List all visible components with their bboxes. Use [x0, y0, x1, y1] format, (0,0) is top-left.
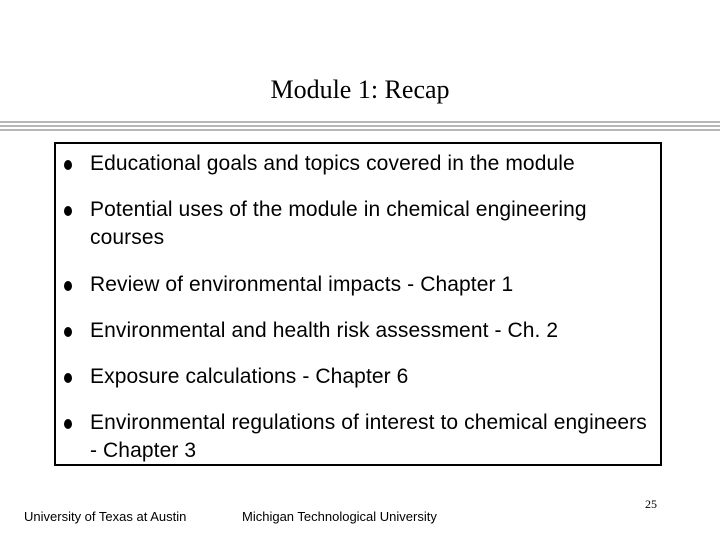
bullet-text: Educational goals and topics covered in the module — [90, 152, 575, 175]
bullet-text: Exposure calculations - Chapter 6 — [90, 365, 409, 388]
bullet-dot-icon — [64, 160, 72, 170]
bullet-dot-icon — [64, 327, 72, 337]
bullet-dot-icon — [64, 373, 72, 383]
title-rule — [0, 125, 720, 127]
footer-center-text: Michigan Technological University — [242, 509, 437, 524]
slide-title: Module 1: Recap — [270, 75, 450, 104]
bullet-text: Potential uses of the module in chemical engineering courses — [90, 198, 587, 249]
bullet-text: Environmental and health risk assessment - Ch. 2 — [90, 319, 559, 342]
footer-left-text: University of Texas at Austin — [24, 509, 187, 524]
bullet-text: Review of environmental impacts - Chapter 1 — [90, 273, 514, 296]
bullet-dot-icon — [64, 419, 72, 429]
title-rule — [0, 121, 720, 123]
title-rule — [0, 129, 720, 131]
bullet-text: Environmental regulations of interest to chemical engineers - Chapter 3 — [90, 411, 647, 462]
content-box — [54, 142, 662, 466]
bullet-dot-icon — [64, 206, 72, 216]
bullet-dot-icon — [64, 281, 72, 291]
page-number: 25 — [645, 497, 657, 511]
